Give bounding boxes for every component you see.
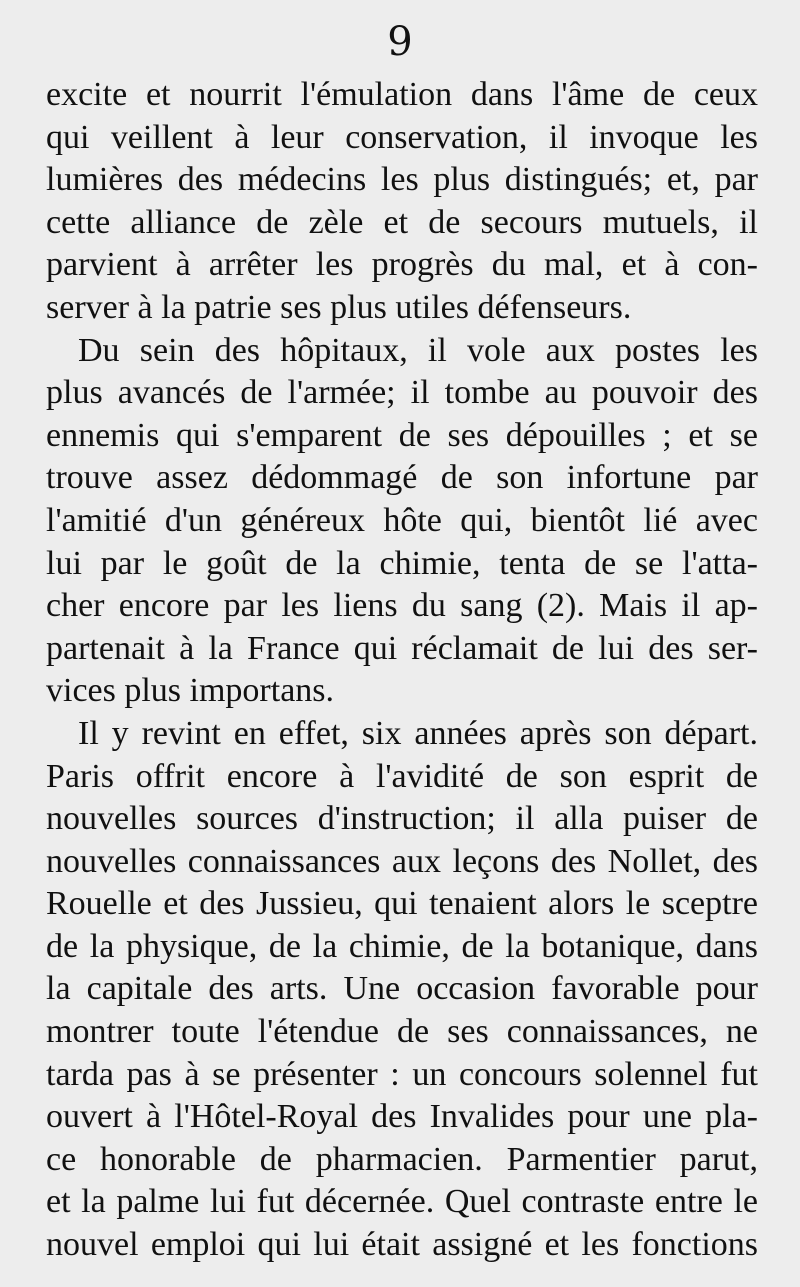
text-line: nouvelles connaissances aux leçons des Nollet, des (46, 842, 758, 880)
text-line: ouvert à l'Hôtel-Royal des Invalides pour une pla- (46, 1098, 758, 1136)
text-line: cher encore par les liens du sang (2). Mais il ap- (46, 587, 758, 625)
text-line: trouve assez dédommagé de son infortune par (46, 459, 758, 497)
text-line: Rouelle et des Jussieu, qui tenaient alors le sceptre (46, 885, 758, 923)
text-line: de la physique, de la chimie, de la botanique, dans (46, 927, 758, 965)
text-line: ce honorable de pharmacien. Parmentier parut, (46, 1140, 758, 1178)
text-line: Il y revint en effet, six années après son départ. (78, 714, 758, 752)
text-line: Paris offrit encore à l'avidité de son esprit de (46, 757, 758, 795)
text-line: l'amitié d'un généreux hôte qui, bientôt lié avec (46, 501, 758, 539)
text-line: excite et nourrit l'émulation dans l'âme de ceux (46, 76, 758, 113)
text-line: tarda pas à se présenter : un concours solennel fut (46, 1055, 758, 1093)
text-line: server à la patrie ses plus utiles défenseurs. (46, 288, 632, 326)
text-line: montrer toute l'étendue de ses connaissances, ne (46, 1013, 758, 1051)
text-line: lui par le goût de la chimie, tenta de se l'atta- (46, 544, 758, 582)
text-line: lumières des médecins les plus distingués; et, par (46, 161, 758, 199)
text-line: Du sein des hôpitaux, il vole aux postes les (78, 331, 758, 369)
body-text (46, 74, 758, 1267)
text-line: parvient à arrêter les progrès du mal, et à con- (46, 246, 758, 284)
text-line: et la palme lui fut décernée. Quel contraste entre le (46, 1183, 758, 1221)
text-line: cette alliance de zèle et de secours mutuels, il (46, 203, 758, 241)
text-line: vices plus importans. (46, 672, 335, 710)
text-line: plus avancés de l'armée; il tombe au pouvoir des (46, 374, 758, 412)
page-number: 9 (387, 19, 413, 65)
text-line: nouvel emploi qui lui était assigné et les fonctions (46, 1226, 758, 1264)
text-line: qui veillent à leur conservation, il invoque les (46, 118, 758, 156)
text-line: ennemis qui s'emparent de ses dépouilles ; et se (46, 416, 758, 454)
text-line: nouvelles sources d'instruction; il alla puiser de (46, 800, 758, 838)
text-line: la capitale des arts. Une occasion favorable pour (46, 970, 758, 1008)
text-line: partenait à la France qui réclamait de lui des ser- (46, 629, 758, 667)
